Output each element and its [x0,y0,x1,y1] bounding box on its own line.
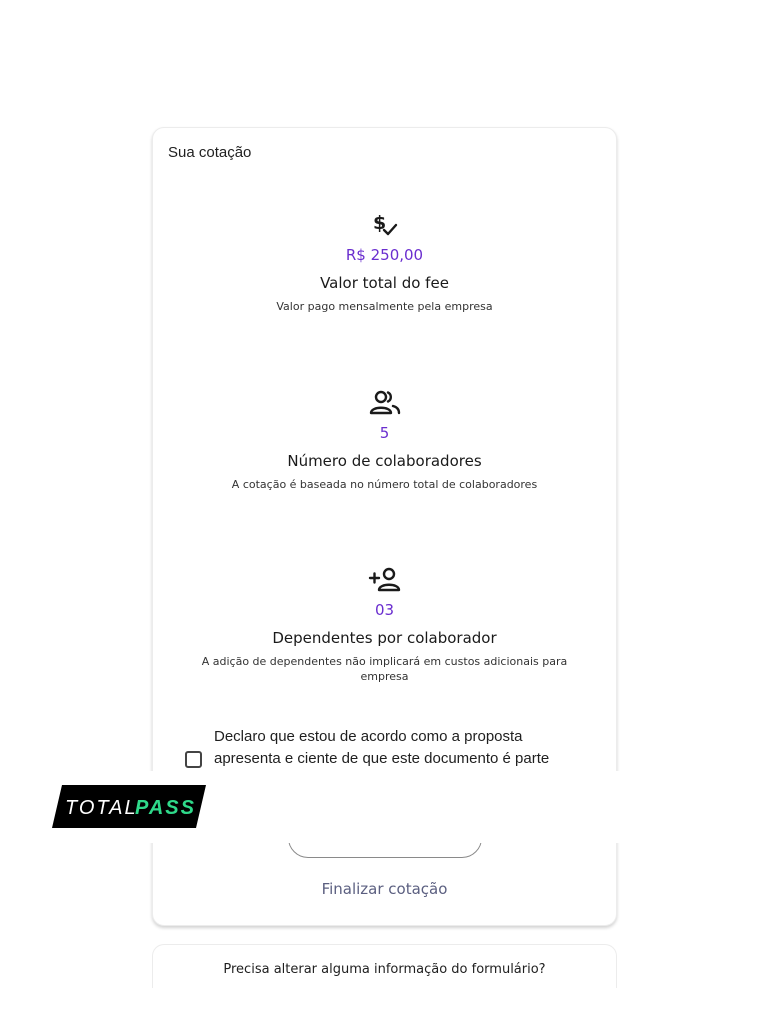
bottom-fade [0,988,768,1024]
group-icon [368,388,402,418]
person-add-icon [368,565,402,595]
fee-value: R$ 250,00 [345,246,424,264]
employees-block [153,388,616,492]
dependents-description: A adição de dependentes não implicará em custos adicionais para empresa [201,655,568,683]
fee-description: Valor pago mensalmente pela empresa [276,300,493,313]
employees-description: A cotação é baseada no número total de colaboradores [231,478,538,491]
logo-text-thin: TOTAL [65,797,138,819]
agreement-text: Declaro que estou de acordo como a proposta apresenta e ciente de que este documento é parte [214,728,550,767]
agreement-row[interactable] [185,726,585,770]
dependents-block [153,565,616,684]
help-card-text: Precisa alterar alguma informação do formulário? [223,962,546,977]
logo-text-bold: PASS [135,797,196,819]
card-title: Sua cotação [168,144,252,161]
employees-value: 5 [379,424,390,442]
finalize-quote-link[interactable]: Finalizar cotação [321,880,448,898]
svg-text:$: $ [372,212,386,234]
dollar-check-icon [370,210,400,240]
fee-heading: Valor total do fee [320,274,449,292]
dependents-value: 03 [374,601,395,619]
fee-block [153,210,616,314]
employees-heading: Número de colaboradores [287,452,482,470]
agreement-checkbox[interactable] [185,751,202,768]
dependents-heading: Dependentes por colaborador [272,629,497,647]
totalpass-logo [52,785,206,828]
